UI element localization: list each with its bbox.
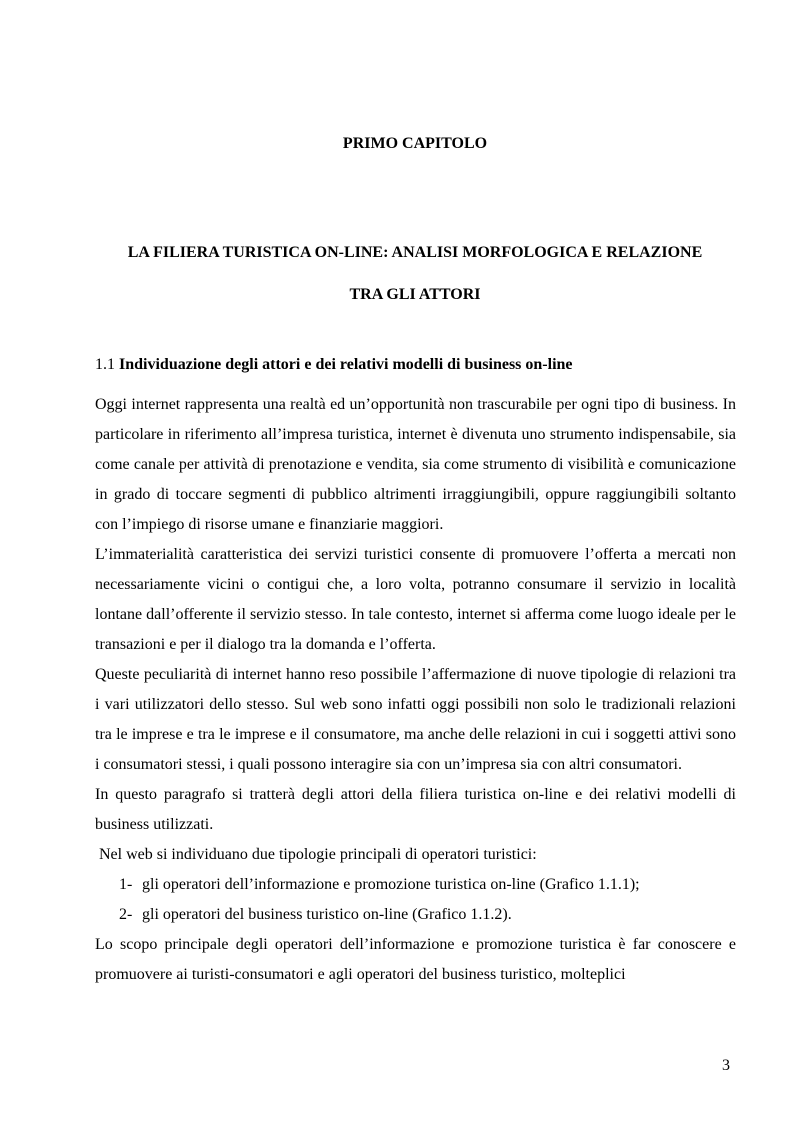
main-title-line-1: LA FILIERA TURISTICA ON-LINE: ANALISI MORFOLOGICA E RELAZIONE: [127, 244, 703, 261]
paragraph-5: Nel web si individuano due tipologie principali di operatori turistici:: [99, 846, 537, 863]
list-item: [95, 870, 736, 900]
paragraph-3: Queste peculiarità di internet hanno reso possibile l’affermazione di nuove tipologie di relazioni tra i vari utilizzatori dello stesso. Sul web sono infatti oggi possibili non solo le tradizionali relazioni tra le imprese e tra le imprese e il consumatore, ma anche delle relazioni in cui i soggetti attivi sono i consumatori stessi, i quali possono interagire sia con un’impresa sia con altri consumatori.: [95, 666, 736, 773]
list-marker: 2-: [119, 906, 133, 923]
main-title-line-2: TRA GLI ATTORI: [349, 286, 481, 303]
section-number: 1.1: [95, 356, 115, 373]
operator-types-list: [95, 870, 736, 930]
chapter-main-title: [95, 232, 735, 316]
paragraph-2: L’immaterialità caratteristica dei servizi turistici consente di promuovere l’offerta a mercati non necessariamente vicini o contigui che, a loro volta, potranno consumare il servizio in località lontane dall’offerente il servizio stesso. In tale contesto, internet si afferma come luogo ideale per le transazioni e per il dialogo tra la domanda e l’offerta.: [95, 546, 736, 653]
list-item-text: gli operatori dell’informazione e promozione turistica on-line (Grafico 1.1.1);: [142, 876, 640, 893]
list-marker: 1-: [119, 876, 133, 893]
chapter-title: PRIMO CAPITOLO: [342, 135, 488, 152]
list-item: [95, 900, 736, 930]
body-text: [95, 390, 736, 990]
section-heading: [95, 354, 735, 376]
paragraph-4: In questo paragrafo si tratterà degli attori della filiera turistica on-line e dei relativi modelli di business utilizzati.: [95, 786, 736, 833]
list-item-text: gli operatori del business turistico on-line (Grafico 1.1.2).: [142, 906, 512, 923]
paragraph-closing: Lo scopo principale degli operatori dell’informazione e promozione turistica è far conoscere e promuovere ai turisti-consumatori e agli operatori del business turistico, molteplici: [95, 936, 736, 983]
page-number: 3: [722, 1057, 730, 1074]
section-title: Individuazione degli attori e dei relativi modelli di business on-line: [119, 356, 573, 373]
paragraph-1: Oggi internet rappresenta una realtà ed un’opportunità non trascurabile per ogni tipo di business. In particolare in riferimento all’impresa turistica, internet è divenuta uno strumento indispensabile, sia come canale per attività di prenotazione e vendita, sia come strumento di visibilità e comunicazione in grado di toccare segmenti di pubblico altrimenti irraggiungibili, oppure raggiungibili soltanto con l’impiego di risorse umane e finanziarie maggiori.: [95, 396, 736, 533]
